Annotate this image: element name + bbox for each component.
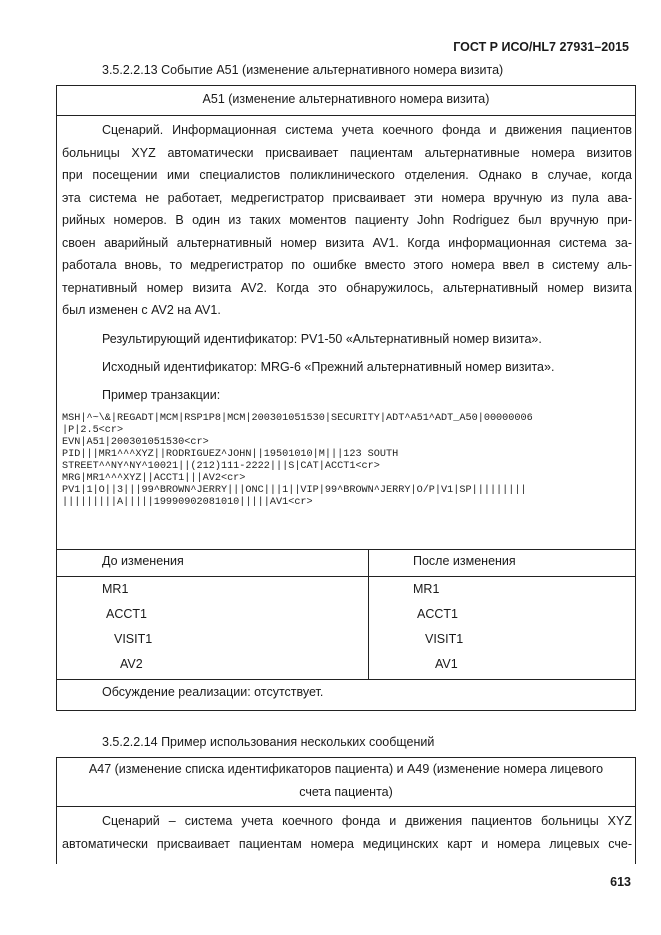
box-title-divider (56, 115, 636, 116)
scenario-line: эта система не работает, медрегистратор присваивает эти номера вручную из пула ава- (62, 190, 632, 205)
after-visit: VISIT1 (425, 632, 464, 646)
document-id: ГОСТ Р ИСО/HL7 27931–2015 (453, 40, 629, 54)
box2-title-divider (56, 806, 636, 807)
scenario-line: Сценарий. Информационная система учета коечного фонда и движения пациентов (102, 123, 632, 137)
result-identifier: Результирующий идентификатор: PV1-50 «Альтернативный номер визита». (102, 332, 542, 346)
before-account: ACCT1 (106, 607, 147, 621)
after-account: ACCT1 (417, 607, 458, 621)
table-header-divider (56, 576, 636, 577)
scenario2-line: Сценарий – система учета коечного фонда и движения пациентов больницы XYZ (102, 814, 632, 828)
box2-title-line2: счета пациента) (299, 785, 393, 799)
table-top-border (56, 549, 636, 550)
scenario-paragraph (62, 119, 632, 322)
transaction-line: PID|||MR1^^^XYZ||RODRIGUEZ^JOHN||19501010|M|||123 SOUTH (62, 449, 399, 460)
scenario-line: при посещении ими специалистов поликлинического отделения. Однако в случае, когда (62, 168, 632, 182)
before-alt-visit: AV2 (120, 657, 143, 671)
after-alt-visit: AV1 (435, 657, 458, 671)
transaction-example-label: Пример транзакции: (102, 388, 221, 402)
transaction-line: PV1|1|O||3|||99^BROWN^JERRY|||ONC|||1||VIP|99^BROWN^JERRY|O/P|V1|SP||||||||| (62, 485, 527, 496)
implementation-discussion: Обсуждение реализации: отсутствует. (102, 685, 324, 699)
transaction-line: MRG|MR1^^^XYZ||ACCT1|||AV2<cr> (62, 473, 246, 484)
table-header-before: До изменения (102, 554, 184, 568)
scenario-line: был изменен с AV2 на AV1. (62, 303, 221, 317)
box-title-a51: A51 (изменение альтернативного номера визита) (202, 92, 490, 106)
scenario-line: своен аварийный альтернативный номер визита AV1. Когда информационная система за- (62, 235, 632, 250)
table-header-after: После изменения (413, 554, 516, 568)
table-column-divider (368, 549, 369, 679)
scenario-line: работала вновь, то медрегистратор по ошибке вместо этого номера ввел в систему аль- (62, 258, 632, 272)
before-mr: MR1 (102, 582, 129, 596)
transaction-line: STREET^^NY^NY^10021||(212)111-2222|||S|CAT|ACCT1<cr> (62, 461, 380, 472)
box2-title-line1: A47 (изменение списка идентификаторов пациента) и A49 (изменение номера лицевого (88, 762, 604, 776)
section-heading-a51: 3.5.2.2.13 Событие A51 (изменение альтернативного номера визита) (102, 63, 504, 77)
page-number: 613 (610, 875, 631, 889)
transaction-line: |||||||||A|||||19990902081010|||||AV1<cr> (62, 497, 313, 508)
source-identifier: Исходный идентификатор: MRG-6 «Прежний альтернативный номер визита». (102, 360, 555, 374)
section-heading-multi: 3.5.2.2.14 Пример использования нескольких сообщений (102, 735, 435, 749)
scenario-line: рийных номеров. В один из таких моментов пациенту John Rodriguez был вручную при- (62, 213, 632, 227)
scenario-line: тернативный номер визита AV2. Когда это обнаружилось, альтернативный номер визита (62, 280, 632, 295)
table-bottom-border (56, 679, 636, 680)
transaction-line: EVN|A51|200301051530<cr> (62, 437, 209, 448)
transaction-line: MSH|^~\&|REGADT|MCM|RSP1P8|MCM|200301051530|SECURITY|ADT^A51^ADT_A50|00000006 (62, 413, 533, 424)
scenario2-paragraph (62, 810, 632, 855)
scenario2-line: автоматически присваивает пациентам номера медицинских карт и номера лицевых сче- (62, 836, 632, 851)
transaction-line: |P|2.5<cr> (62, 425, 124, 436)
transaction-message (62, 413, 533, 509)
scenario-line: больницы XYZ автоматически присваивает пациентам альтернативные номера визитов (62, 145, 632, 160)
after-mr: MR1 (413, 582, 440, 596)
before-visit: VISIT1 (114, 632, 153, 646)
